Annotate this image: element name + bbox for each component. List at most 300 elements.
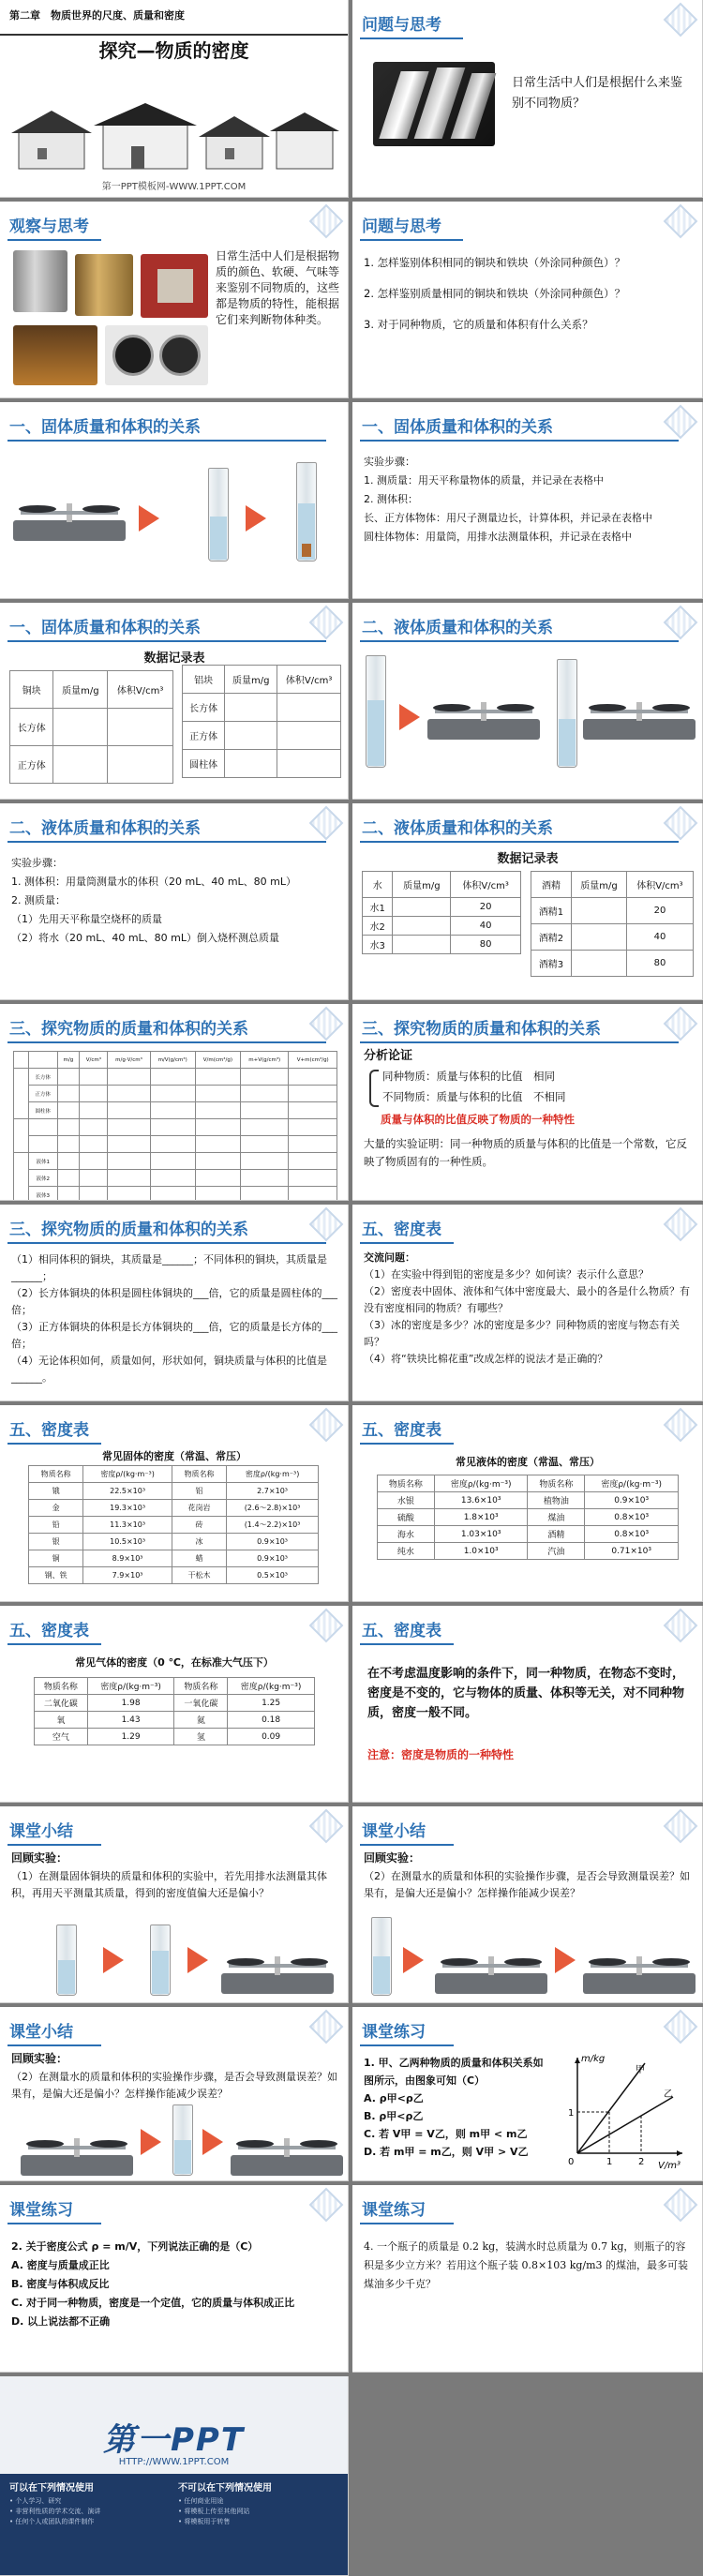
table-cell: 酒精 — [528, 1526, 585, 1543]
slide-title: 问题与思考 — [362, 217, 441, 236]
question-item: 3. 对于同种物质，它的质量和体积有什么关系？ — [364, 318, 593, 331]
table-row — [35, 1712, 315, 1729]
table-cell: 1.43 — [87, 1712, 174, 1729]
balance-scale-illustration — [583, 1938, 696, 1994]
slide-19[interactable] — [0, 1806, 349, 2003]
analysis-line: 不同物质：质量与体积的比值 不相同 — [382, 1090, 566, 1103]
table-cell: 0.8×10³ — [585, 1509, 679, 1526]
cube-icon — [664, 1207, 698, 1242]
table-cell: 80 — [451, 936, 521, 954]
table-header: 物质名称 — [378, 1475, 435, 1492]
table-cell: 正方体 — [183, 722, 225, 750]
table-cell: 锇 — [29, 1483, 83, 1500]
cube-icon — [664, 2188, 698, 2223]
table-cell: 水银 — [378, 1492, 435, 1509]
table-row — [378, 1543, 679, 1560]
analysis-lines — [382, 1066, 566, 1107]
water-data-table — [362, 871, 521, 954]
series-line-jia — [577, 2063, 645, 2153]
table-cell: 氧 — [35, 1712, 88, 1729]
exercise-line: 1. 甲、乙两种物质的质量和体积关系如图所示，由图象可知（C） — [364, 2057, 544, 2087]
review-heading: 回顾实验： — [364, 1851, 421, 1865]
cube-icon — [309, 1809, 344, 1844]
table-row — [29, 1500, 319, 1517]
table-cell: 2.7×10³ — [227, 1483, 319, 1500]
table-cell: 纯水 — [378, 1543, 435, 1560]
analysis-heading: 分析论证 — [364, 1049, 413, 1063]
slide-7[interactable] — [0, 603, 349, 800]
cube-icon — [309, 204, 344, 239]
cube-icon — [309, 1408, 344, 1443]
table-cell: 二氧化碳 — [35, 1695, 88, 1712]
balance-scale-illustration — [21, 2119, 133, 2176]
table-cell: 铅 — [29, 1517, 83, 1534]
slide-17[interactable] — [0, 1606, 349, 1803]
slide-title: 课堂小结 — [9, 2023, 73, 2042]
table-header: m/g·V/cm³ — [108, 1052, 150, 1069]
table-header: 质量m/g — [572, 872, 627, 898]
question-item: 1. 怎样鉴别体积相同的铜块和铁块（外涂同种颜色）？ — [364, 256, 626, 269]
table-cell: 19.3×10³ — [83, 1500, 172, 1517]
table-header: V/m(cm³/g) — [195, 1052, 240, 1069]
cube-icon — [309, 1007, 344, 1041]
slide-title: 课堂小结 — [9, 1822, 73, 1841]
table-cell: 1.98 — [87, 1695, 174, 1712]
table-cell: 20 — [626, 898, 693, 924]
table-header: 物质名称 — [29, 1466, 83, 1483]
brace-icon — [369, 1070, 379, 1107]
question-line: （2）长方体铜块的体积是圆柱体铜块的___倍，它的质量是圆柱体的___倍； — [11, 1287, 337, 1316]
cube-icon — [309, 2010, 344, 2044]
review-heading: 回顾实验： — [11, 1851, 68, 1865]
table-header: 物质名称 — [172, 1466, 226, 1483]
table-row — [29, 1483, 319, 1500]
table-cell: 长方体 — [183, 694, 225, 722]
cube-icon — [309, 2188, 344, 2223]
exercise-line: C. 对于同一种物质，密度是一个定值，它的质量与体积成正比 — [11, 2297, 295, 2309]
slide-2[interactable] — [352, 0, 703, 198]
table-header: m/g — [57, 1052, 80, 1069]
table-header: 密度ρ/(kg·m⁻³) — [87, 1678, 174, 1695]
gas-density-table — [34, 1677, 315, 1745]
cube-icon — [664, 806, 698, 841]
cube-icon — [309, 1609, 344, 1643]
table-row — [29, 1567, 319, 1584]
step-line: （1）先用天平称量空烧杯的质量 — [11, 913, 162, 925]
cube-icon — [309, 1207, 344, 1242]
table-cell: 海水 — [378, 1526, 435, 1543]
slide-8[interactable] — [352, 603, 703, 800]
slide-25-credits[interactable] — [0, 2376, 349, 2576]
table-cell: 蜡 — [172, 1550, 226, 1567]
question-text: 日常生活中人们是根据什么来鉴别不同物质？ — [512, 76, 683, 111]
steps-heading: 实验步骤： — [364, 456, 415, 468]
cube-icon — [664, 606, 698, 640]
slide-4[interactable] — [352, 202, 703, 398]
slide-title: 观察与思考 — [9, 217, 89, 236]
table-cell: 0.5×10³ — [227, 1567, 319, 1584]
slide-title: 课堂练习 — [9, 2201, 73, 2220]
table-cell: 40 — [626, 924, 693, 951]
table-title: 数据记录表 — [497, 852, 559, 866]
question-line: （3）冰的密度是多少？冰的密度是多少？同种物质的密度与物态有关吗？ — [364, 1319, 680, 1348]
brand-url: HTTP://WWW.1PPT.COM — [118, 2457, 230, 2467]
slide-title: 五、密度表 — [9, 1421, 89, 1440]
table-cell: 钢、铁 — [29, 1567, 83, 1584]
table-header: 体积V/cm³ — [626, 872, 693, 898]
table-cell: 0.9×10³ — [585, 1492, 679, 1509]
slide-1-cover[interactable] — [0, 0, 349, 198]
slide-title: 一、固体质量和体积的关系 — [362, 418, 553, 437]
metal-cylinder-photo — [13, 250, 67, 312]
arrow-icon — [141, 2129, 161, 2155]
slide-title: 一、固体质量和体积的关系 — [9, 418, 201, 437]
table-cell: 1.0×10³ — [434, 1543, 528, 1560]
table-cell: 长方体 — [10, 709, 53, 746]
table-cell: 1.25 — [228, 1695, 315, 1712]
table-header: 密度ρ/(kg·m⁻³) — [434, 1475, 528, 1492]
arrow-icon — [187, 1947, 208, 1973]
question-line: （3）正方体铜块的体积是长方体铜块的___倍，它的质量是长方体的___倍； — [11, 1321, 337, 1350]
slide-title: 二、液体质量和体积的关系 — [362, 619, 553, 637]
table-row — [29, 1550, 319, 1567]
table-cell: 80 — [626, 951, 693, 977]
fill-in-questions — [11, 1251, 341, 1386]
table-cell: 空气 — [35, 1729, 88, 1745]
table-cell: 酒精3 — [531, 951, 572, 977]
tick-label: 0 — [568, 2157, 575, 2167]
step-line: 1. 测质量：用天平称量物体的质量，并记录在表格中 — [364, 474, 604, 487]
exercise-text — [364, 2054, 551, 2161]
exercise-line: B. ρ甲<ρ乙 — [364, 2110, 424, 2122]
table-cell: 冰 — [172, 1534, 226, 1550]
discussion-heading: 交流问题： — [364, 1251, 415, 1264]
slide-12[interactable] — [352, 1004, 703, 1201]
graduated-cylinder — [172, 2104, 193, 2176]
graduated-cylinder — [557, 659, 577, 768]
table-row — [378, 1492, 679, 1509]
slide-9[interactable] — [0, 803, 349, 1000]
graduated-cylinder — [366, 655, 386, 768]
slide-title: 三、探究物质的质量和体积的关系 — [9, 1020, 248, 1039]
question-line: （1）相同体积的铜块，其质量是______；不同体积的铜块，其质量是______； — [11, 1253, 327, 1282]
table-cell: 花岗岩 — [172, 1500, 226, 1517]
exercise-line: D. 以上说法都不正确 — [11, 2315, 111, 2328]
axis-label-x: V/m³ — [658, 2161, 681, 2171]
table-row — [378, 1509, 679, 1526]
conclusion-text: 大量的实验证明：同一种物质的质量与体积的比值是一个常数，它反映了物质固有的一种性质。 — [364, 1137, 687, 1168]
table-cell: 1.8×10³ — [434, 1509, 528, 1526]
slide-10[interactable] — [352, 803, 703, 1000]
slide-title: 二、液体质量和体积的关系 — [362, 819, 553, 838]
table-cell: 植物油 — [528, 1492, 585, 1509]
series-label: 甲 — [636, 2065, 645, 2075]
table-cell: 40 — [451, 917, 521, 936]
review-heading: 回顾实验： — [11, 2052, 68, 2065]
table-cell: 酒精1 — [531, 898, 572, 924]
table-header: 物质名称 — [35, 1678, 88, 1695]
table-row — [378, 1526, 679, 1543]
highlight-text: 质量与体积的比值反映了物质的一种特性 — [381, 1113, 575, 1126]
axis-label-y: m/kg — [581, 2054, 606, 2064]
arrow-icon — [399, 704, 420, 730]
table-row — [35, 1695, 315, 1712]
slide-title: 五、密度表 — [362, 1622, 441, 1640]
table-header: 体积V/cm³ — [108, 671, 173, 709]
table-header: 质量m/g — [393, 872, 451, 898]
liquid-density-table — [377, 1475, 679, 1560]
slide-14[interactable] — [352, 1205, 703, 1401]
table-title: 数据记录表 — [143, 651, 205, 666]
slide-5[interactable] — [0, 402, 349, 599]
table-cell: 圆柱体 — [29, 1102, 58, 1119]
table-cell: 酒精2 — [531, 924, 572, 951]
table-cell: 砖 — [172, 1517, 226, 1534]
cover-title: 探究—物质的密度 — [98, 39, 249, 62]
analysis-line: 同种物质：质量与体积的比值 相同 — [382, 1070, 555, 1083]
review-text: （1）在测量固体铜块的质量和体积的实验中，若先用排水法测量其体积，再用天平测量其质量，得到的密度值偏大还是偏小？ — [11, 1870, 327, 1899]
table-row — [29, 1534, 319, 1550]
exercise-line: A. 密度与质量成正比 — [11, 2259, 110, 2271]
table-cell: 汽油 — [528, 1543, 585, 1560]
cube-icon — [664, 1609, 698, 1643]
steps-heading: 实验步骤： — [11, 857, 63, 869]
balance-scale-illustration — [583, 683, 696, 740]
exercise-line: 2. 关于密度公式 ρ = m/V，下列说法正确的是（C） — [11, 2240, 259, 2253]
step-line: 长、正方体物体：用尺子测量边长，计算体积，并记录在表格中 — [364, 512, 652, 524]
exercise-line: B. 密度与体积成反比 — [11, 2278, 110, 2290]
graduated-cylinder — [208, 468, 229, 562]
table-header: 密度ρ/(kg·m⁻³) — [228, 1678, 315, 1695]
copper-data-table — [9, 670, 173, 784]
analysis-table — [13, 1051, 337, 1201]
table-header: 物质名称 — [528, 1475, 585, 1492]
table-cell: 一氧化碳 — [174, 1695, 228, 1712]
exercise-line: A. ρ甲<ρ乙 — [364, 2092, 424, 2104]
slide-24[interactable] — [352, 2185, 703, 2373]
usage-panel — [0, 2474, 349, 2576]
slide-title: 二、液体质量和体积的关系 — [9, 819, 201, 838]
observation-text: 日常生活中人们是根据物质的颜色、软硬、气味等来鉴别不同物质的，这些都是物质的特性，能根据它们来判断物体种类。 — [216, 249, 340, 326]
slide-title: 五、密度表 — [362, 1221, 441, 1239]
slide-22[interactable] — [352, 2007, 703, 2181]
question-line: （4）将“铁块比棉花重”改成怎样的说法才是正确的？ — [364, 1353, 608, 1365]
brand-logo: 第一PPT — [102, 2421, 246, 2459]
table-cell: 1.03×10³ — [434, 1526, 528, 1543]
graduated-cylinder — [371, 1917, 392, 1996]
step-line: 2. 测质量： — [11, 894, 66, 906]
density-statement: 在不考虑温度影响的条件下，同一种物质，在物态不变时，密度是不变的，它与物体的质量、体积等无关，对不同种物质，密度一般不同。 — [367, 1667, 685, 1720]
arrow-icon — [555, 1947, 576, 1973]
beakers-photo — [105, 325, 208, 385]
aluminium-data-table — [182, 665, 341, 778]
arrow-icon — [202, 2129, 223, 2155]
slide-23[interactable] — [0, 2185, 349, 2373]
slide-11[interactable] — [0, 1004, 349, 1201]
table-cell: 8.9×10³ — [83, 1550, 172, 1567]
cover-footer: 第一PPT模板网-WWW.1PPT.COM — [101, 182, 247, 192]
table-cell: 铝 — [172, 1483, 226, 1500]
slide-18[interactable] — [352, 1606, 703, 1803]
table-cell: 硫酸 — [378, 1509, 435, 1526]
question-line: （4）无论体积如何，质量如何，形状如何，铜块质量与体积的比值是______。 — [11, 1355, 327, 1384]
table-row — [29, 1517, 319, 1534]
tick-label: 1 — [606, 2157, 613, 2167]
slide-16[interactable] — [352, 1405, 703, 1602]
table-cell: 液体3 — [29, 1187, 58, 1202]
series-label: 乙 — [664, 2089, 673, 2100]
table-title: 常见液体的密度（常温、常压） — [456, 1456, 600, 1468]
table-header: 水 — [363, 872, 393, 898]
cube-icon — [309, 606, 344, 640]
table-row — [35, 1729, 315, 1745]
tick-label: 1 — [568, 2108, 575, 2119]
table-cell: (2.6～2.8)×10³ — [227, 1500, 319, 1517]
mass-volume-graph — [561, 2050, 692, 2172]
table-cell: 干松木 — [172, 1567, 226, 1584]
bottles-photo — [13, 325, 97, 385]
slide-title: 一、固体质量和体积的关系 — [9, 619, 201, 637]
question-line: （2）密度表中固体、液体和气体中密度最大、最小的各是什么物质？有没有密度相同的物质？有哪些？ — [364, 1285, 690, 1314]
cube-icon — [664, 405, 698, 440]
review-text: （2）在测量水的质量和体积的实验操作步骤，是否会导致测量误差？如果有，是偏大还是偏小？怎样操作能减少误差？ — [11, 2071, 337, 2100]
table-header: 密度ρ/(kg·m⁻³) — [227, 1466, 319, 1483]
question-line: （1）在实验中得到铝的密度是多少？如何读？表示什么意思？ — [364, 1268, 649, 1281]
exercise-line: D. 若 m甲 = m乙，则 V甲 > V乙 — [364, 2146, 529, 2158]
exercise-line: C. 若 V甲 = V乙，则 m甲 < m乙 — [364, 2128, 528, 2140]
discussion-questions — [364, 1250, 694, 1368]
cube-icon — [664, 3, 698, 37]
graduated-cylinder — [56, 1925, 77, 1996]
red-material-photo — [141, 254, 208, 318]
balance-scale-illustration — [221, 1938, 334, 1994]
table-cell: 22.5×10³ — [83, 1483, 172, 1500]
arrow-icon — [103, 1947, 124, 1973]
slide-title: 问题与思考 — [362, 16, 441, 35]
metal-bars-photo — [373, 62, 495, 146]
table-cell: 银 — [29, 1534, 83, 1550]
table-cell: 10.5×10³ — [83, 1534, 172, 1550]
series-line-yi — [577, 2097, 673, 2153]
table-cell: 0.9×10³ — [227, 1534, 319, 1550]
table-header: 体积V/cm³ — [451, 872, 521, 898]
table-header: 酒精 — [531, 872, 572, 898]
forbidden-heading: 不可以在下列情况使用 — [178, 2483, 272, 2494]
slide-title: 三、探究物质的质量和体积的关系 — [9, 1221, 248, 1239]
table-title: 常见固体的密度（常温、常压） — [102, 1450, 247, 1462]
table-cell: 氢 — [174, 1729, 228, 1745]
cube-icon — [664, 2010, 698, 2044]
table-header: 铝块 — [183, 666, 225, 694]
table-header: 质量m/g — [53, 671, 108, 709]
graduated-cylinder-with-object — [296, 462, 317, 562]
cube-icon — [664, 1007, 698, 1041]
table-cell: 水1 — [363, 898, 393, 917]
table-header: 密度ρ/(kg·m⁻³) — [83, 1466, 172, 1483]
table-cell: 7.9×10³ — [83, 1567, 172, 1584]
slide-title: 三、探究物质的质量和体积的关系 — [362, 1020, 601, 1039]
table-header: 物质名称 — [174, 1678, 228, 1695]
table-header: m+V(g/cm³) — [240, 1052, 289, 1069]
table-cell: 圆柱体 — [183, 750, 225, 778]
table-cell: 长方体 — [29, 1069, 58, 1086]
table-cell: 正方体 — [29, 1086, 58, 1102]
slide-title: 课堂练习 — [362, 2023, 426, 2042]
forbidden-text: • 任何商业用途 • 将模板上传至其他网站 • 将模板用于转售 — [178, 2497, 250, 2525]
ink-village-illustration — [0, 103, 349, 173]
cube-icon — [664, 204, 698, 239]
table-cell: 0.8×10³ — [585, 1526, 679, 1543]
balance-scale-illustration — [231, 2119, 343, 2176]
slide-title: 五、密度表 — [362, 1421, 441, 1440]
balance-scale-illustration — [435, 1938, 547, 1994]
table-cell: 20 — [451, 898, 521, 917]
table-cell: 铜 — [29, 1550, 83, 1567]
steps-text — [364, 453, 694, 547]
balance-scale-illustration — [427, 683, 540, 740]
step-line: （2）将水（20 mL、40 mL、80 mL）倒入烧杯测总质量 — [11, 932, 280, 944]
step-line: 2. 测体积： — [364, 493, 418, 505]
table-cell: 氦 — [174, 1712, 228, 1729]
arrow-icon — [139, 505, 159, 532]
table-cell: 正方体 — [10, 746, 53, 784]
table-cell: 0.9×10³ — [227, 1550, 319, 1567]
slide-15[interactable] — [0, 1405, 349, 1602]
table-cell: 水2 — [363, 917, 393, 936]
note-text: 注意：密度是物质的一种特性 — [367, 1748, 515, 1761]
question-list — [364, 254, 692, 334]
table-title: 常见气体的密度（0 ℃，在标准大气压下） — [75, 1656, 274, 1669]
table-cell: 液体2 — [29, 1170, 58, 1187]
slide-13[interactable] — [0, 1205, 349, 1401]
table-header: 质量m/g — [225, 666, 277, 694]
alcohol-data-table — [531, 871, 694, 977]
table-cell: 0.18 — [228, 1712, 315, 1729]
exercise-text — [11, 2238, 339, 2331]
slide-20[interactable] — [352, 1806, 703, 2003]
table-header: 密度ρ/(kg·m⁻³) — [585, 1475, 679, 1492]
table-cell: 0.09 — [228, 1729, 315, 1745]
slide-title: 课堂小结 — [362, 1822, 426, 1841]
table-cell: 金 — [29, 1500, 83, 1517]
slide-6[interactable] — [352, 402, 703, 599]
question-item: 2. 怎样鉴别质量相同的铜块和铁块（外涂同种颜色）？ — [364, 287, 626, 300]
table-cell: (1.4～2.2)×10³ — [227, 1517, 319, 1534]
slide-21[interactable] — [0, 2007, 349, 2181]
arrow-icon — [403, 1947, 424, 1973]
step-line: 1. 测体积：用量筒测量水的体积（20 mL、40 mL、80 mL） — [11, 876, 297, 888]
table-header: m/V(g/cm³) — [150, 1052, 195, 1069]
slide-3[interactable] — [0, 202, 349, 398]
table-cell: 1.29 — [87, 1729, 174, 1745]
tick-label: 2 — [638, 2157, 645, 2167]
table-cell: 11.3×10³ — [83, 1517, 172, 1534]
slide-title: 课堂练习 — [362, 2201, 426, 2220]
allowed-heading: 可以在下列情况使用 — [9, 2483, 94, 2494]
allowed-text: • 个人学习、研究 • 非营利性质的学术交流、演讲 • 任何个人或团队的课件制作 — [9, 2497, 101, 2525]
chapter-label: 第二章 物质世界的尺度、质量和密度 — [9, 9, 185, 22]
steps-text — [11, 854, 341, 948]
cube-icon — [309, 806, 344, 841]
balance-scale-illustration — [13, 485, 126, 541]
slide-title: 五、密度表 — [9, 1622, 89, 1640]
cube-icon — [664, 1809, 698, 1844]
solid-density-table — [28, 1465, 319, 1584]
brass-block-photo — [75, 254, 133, 316]
table-header: 体积V/cm³ — [277, 666, 341, 694]
table-header: V/cm³ — [80, 1052, 108, 1069]
exercise-text: 4. 一个瓶子的质量是 0.2 kg，装满水时总质量为 0.7 kg，则瓶子的容积是多少立方米？若用这个瓶子装 0.8×103 kg/m3 的煤油，最多可装煤油多少千克？ — [364, 2240, 689, 2290]
